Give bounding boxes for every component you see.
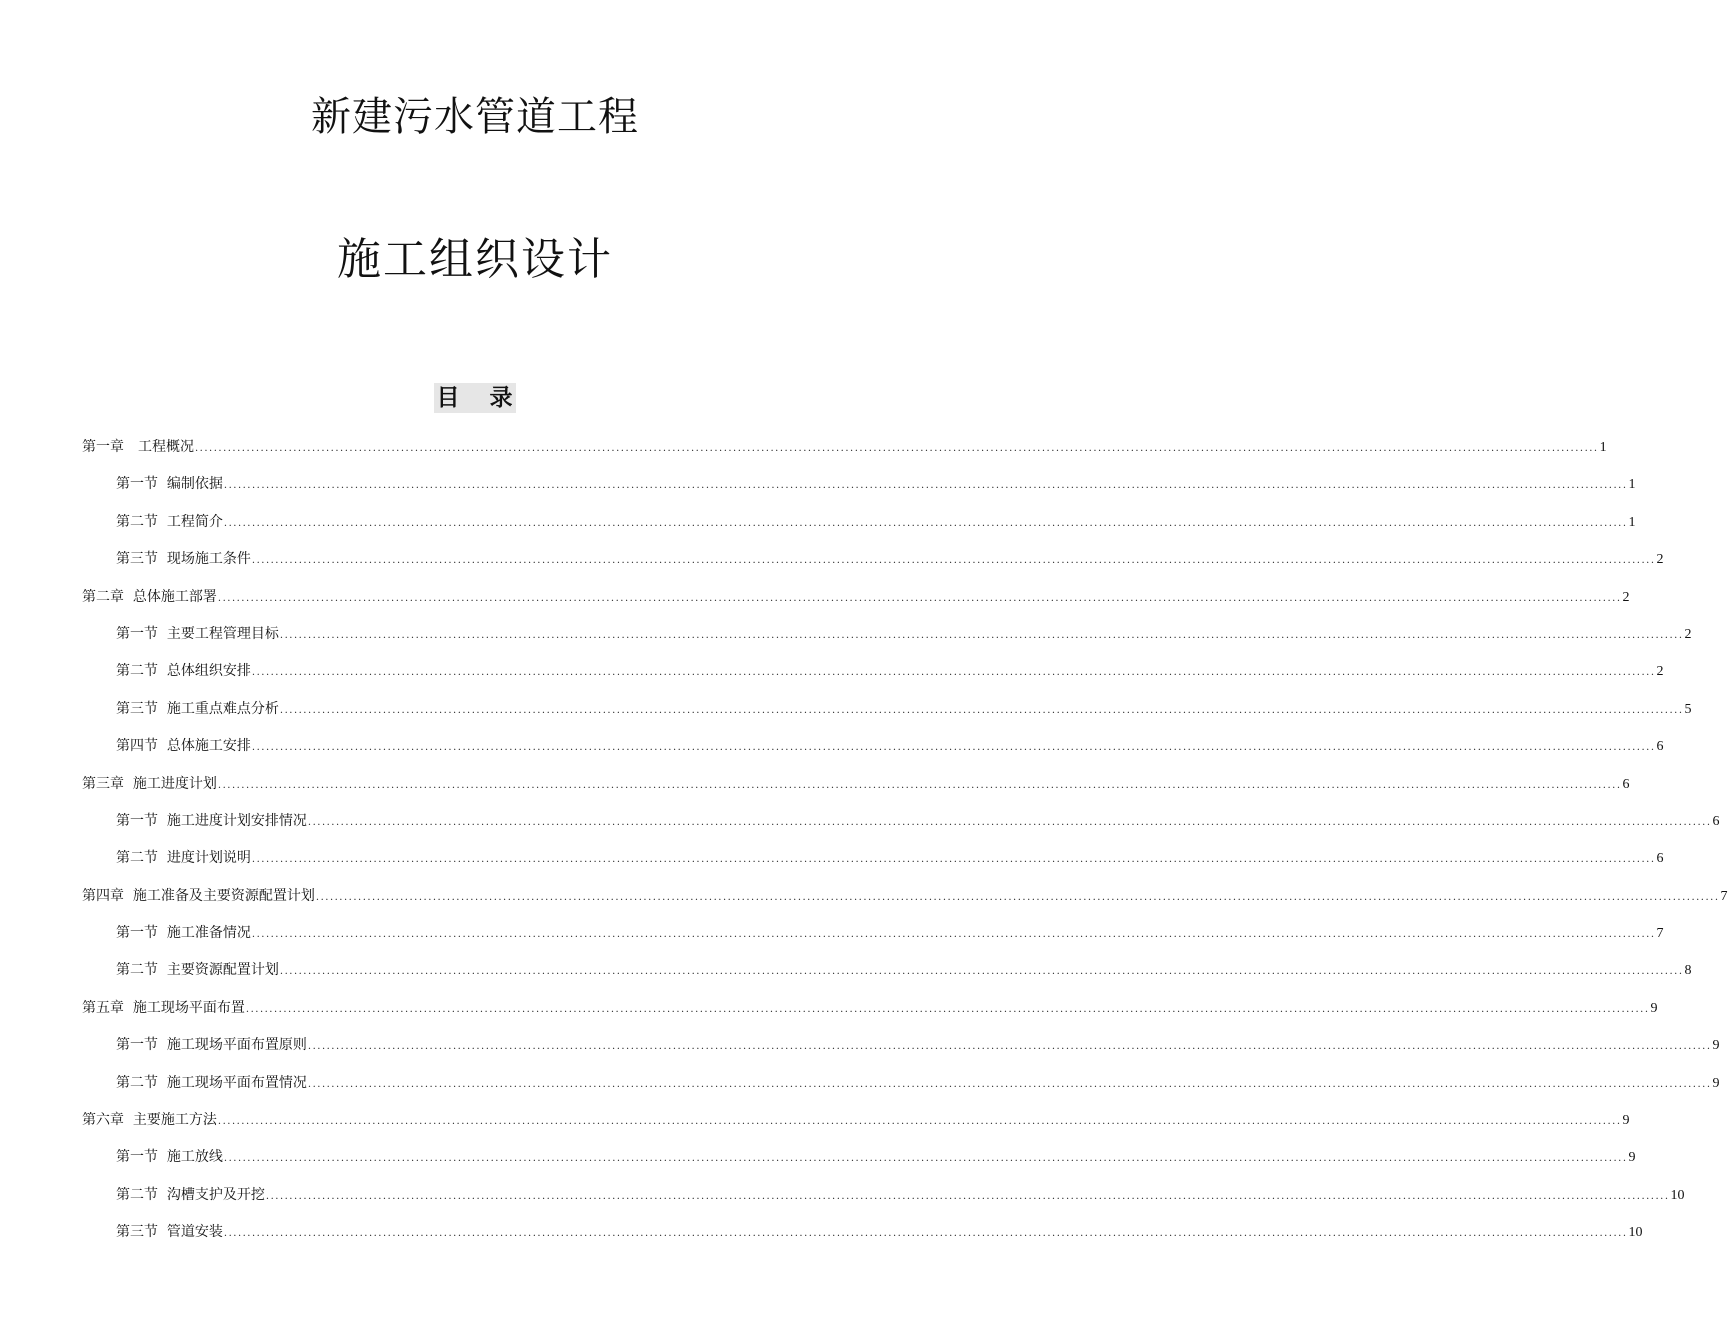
- toc-entry-label: 第一节 施工进度计划安排情况: [116, 812, 307, 829]
- toc-entry[interactable]: [82, 1027, 1720, 1064]
- toc-leader-dots: ............................................................................................................................................................................................................................................................................................................: [223, 517, 1628, 529]
- toc-entry-page: 6: [1656, 851, 1664, 867]
- toc-entry-label: 第二节 总体组织安排: [116, 663, 251, 680]
- toc-entry[interactable]: [82, 1065, 1720, 1102]
- toc-leader-dots: ............................................................................................................................................................................................................................................................................................................: [217, 779, 1622, 791]
- toc-leader-dots: ............................................................................................................................................................................................................................................................................................................: [223, 1228, 1628, 1240]
- toc-entry-label: 第一节 施工现场平面布置原则: [116, 1037, 307, 1054]
- toc-leader-dots: ............................................................................................................................................................................................................................................................................................................: [251, 929, 1656, 941]
- toc-entry-page: 1: [1628, 514, 1636, 530]
- toc-entry-label: 第三节 现场施工条件: [116, 551, 251, 568]
- toc-entry[interactable]: [82, 466, 1636, 503]
- toc-leader-dots: ............................................................................................................................................................................................................................................................................................................: [307, 816, 1712, 828]
- toc-entry-label: 第二节 主要资源配置计划: [116, 962, 279, 979]
- toc-entry-label: 第三章 施工进度计划: [82, 775, 217, 792]
- toc-entry[interactable]: [82, 766, 1630, 803]
- toc-entry-page: 2: [1684, 626, 1692, 642]
- toc-entry[interactable]: [82, 579, 1630, 616]
- toc-entry-page: 9: [1650, 1000, 1658, 1016]
- toc-entry-label: 第一章 工程概况: [82, 439, 194, 455]
- toc-entry[interactable]: [82, 728, 1664, 765]
- toc-entry[interactable]: [82, 840, 1664, 877]
- toc-entry-page: 6: [1712, 813, 1720, 829]
- toc-entry-page: 7: [1656, 926, 1664, 942]
- toc-entry[interactable]: [82, 429, 1607, 466]
- toc-entry-label: 第二节 施工现场平面布置情况: [116, 1074, 307, 1091]
- document-subtitle: 施工组织设计: [337, 234, 613, 285]
- toc-entry-label: 第一节 主要工程管理目标: [116, 625, 279, 642]
- toc-entry-label: 第一节 编制依据: [116, 476, 223, 493]
- toc-entry-page: 10: [1628, 1225, 1643, 1241]
- toc-leader-dots: ............................................................................................................................................................................................................................................................................................................: [315, 891, 1720, 903]
- toc-entry[interactable]: [82, 653, 1664, 690]
- toc-leader-dots: ............................................................................................................................................................................................................................................................................................................: [217, 592, 1622, 604]
- toc-entry[interactable]: [82, 541, 1664, 578]
- toc-leader-dots: ............................................................................................................................................................................................................................................................................................................: [223, 1153, 1628, 1165]
- toc-entry-page: 9: [1628, 1150, 1636, 1166]
- toc-entry-page: 9: [1622, 1113, 1630, 1129]
- toc-entry[interactable]: [82, 1102, 1630, 1139]
- toc-entry[interactable]: [82, 504, 1636, 541]
- toc-entry-label: 第三节 管道安装: [116, 1224, 223, 1241]
- toc-entry-label: 第六章 主要施工方法: [82, 1112, 217, 1129]
- toc-leader-dots: ............................................................................................................................................................................................................................................................................................................: [279, 629, 1684, 641]
- toc-entry-page: 2: [1656, 664, 1664, 680]
- toc-entry-page: 1: [1599, 440, 1607, 455]
- toc-entry-label: 第二节 沟槽支护及开挖: [116, 1186, 265, 1203]
- toc-entry-page: 6: [1656, 739, 1664, 755]
- toc-entry-label: 第一节 施工准备情况: [116, 925, 251, 942]
- toc-entry[interactable]: [82, 1177, 1685, 1214]
- toc-entry[interactable]: [82, 952, 1692, 989]
- toc-entry[interactable]: [82, 1214, 1643, 1251]
- toc-leader-dots: ............................................................................................................................................................................................................................................................................................................: [251, 742, 1656, 754]
- toc-leader-dots: ............................................................................................................................................................................................................................................................................................................: [265, 1190, 1670, 1202]
- toc-leader-dots: ............................................................................................................................................................................................................................................................................................................: [307, 1041, 1712, 1053]
- toc-entry-page: 6: [1622, 776, 1630, 792]
- toc-entry-page: 8: [1684, 963, 1692, 979]
- toc-leader-dots: ............................................................................................................................................................................................................................................................................................................: [217, 1116, 1622, 1128]
- toc-entry-page: 2: [1656, 552, 1664, 568]
- toc-entry-page: 7: [1720, 888, 1728, 904]
- toc-leader-dots: ............................................................................................................................................................................................................................................................................................................: [195, 443, 1599, 454]
- toc-entry[interactable]: [82, 990, 1658, 1027]
- toc-entry-label: 第三节 施工重点难点分析: [116, 700, 279, 717]
- toc-leader-dots: ............................................................................................................................................................................................................................................................................................................: [279, 704, 1684, 716]
- toc-leader-dots: ............................................................................................................................................................................................................................................................................................................: [251, 555, 1656, 567]
- toc-heading: [0, 383, 950, 413]
- toc-entry-label: 第二节 工程简介: [116, 513, 223, 530]
- toc-leader-dots: ............................................................................................................................................................................................................................................................................................................: [245, 1003, 1650, 1015]
- toc-entry[interactable]: [82, 691, 1692, 728]
- table-of-contents: [82, 429, 1728, 1252]
- toc-leader-dots: ............................................................................................................................................................................................................................................................................................................: [223, 480, 1628, 492]
- toc-entry[interactable]: [82, 915, 1664, 952]
- toc-entry-page: 9: [1712, 1038, 1720, 1054]
- toc-leader-dots: ............................................................................................................................................................................................................................................................................................................: [279, 966, 1684, 978]
- document-title: 新建污水管道工程: [311, 94, 639, 140]
- toc-entry-page: 5: [1684, 701, 1692, 717]
- toc-entry-label: 第二章 总体施工部署: [82, 588, 217, 605]
- toc-entry-page: 9: [1712, 1075, 1720, 1091]
- toc-leader-dots: ............................................................................................................................................................................................................................................................................................................: [307, 1078, 1712, 1090]
- toc-leader-dots: ............................................................................................................................................................................................................................................................................................................: [251, 854, 1656, 866]
- toc-entry-label: 第二节 进度计划说明: [116, 850, 251, 867]
- toc-leader-dots: ............................................................................................................................................................................................................................................................................................................: [251, 667, 1656, 679]
- toc-entry-label: 第四节 总体施工安排: [116, 738, 251, 755]
- toc-heading-text: 目 录: [436, 385, 514, 411]
- toc-entry-page: 10: [1670, 1187, 1685, 1203]
- toc-entry-page: 1: [1628, 477, 1636, 493]
- toc-entry-page: 2: [1622, 589, 1630, 605]
- toc-entry[interactable]: [82, 1139, 1636, 1176]
- toc-entry[interactable]: [82, 878, 1728, 915]
- toc-entry[interactable]: [82, 803, 1720, 840]
- toc-entry-label: 第一节 施工放线: [116, 1149, 223, 1166]
- toc-entry-label: 第四章 施工准备及主要资源配置计划: [82, 887, 315, 904]
- toc-entry-label: 第五章 施工现场平面布置: [82, 999, 245, 1016]
- toc-entry[interactable]: [82, 616, 1692, 653]
